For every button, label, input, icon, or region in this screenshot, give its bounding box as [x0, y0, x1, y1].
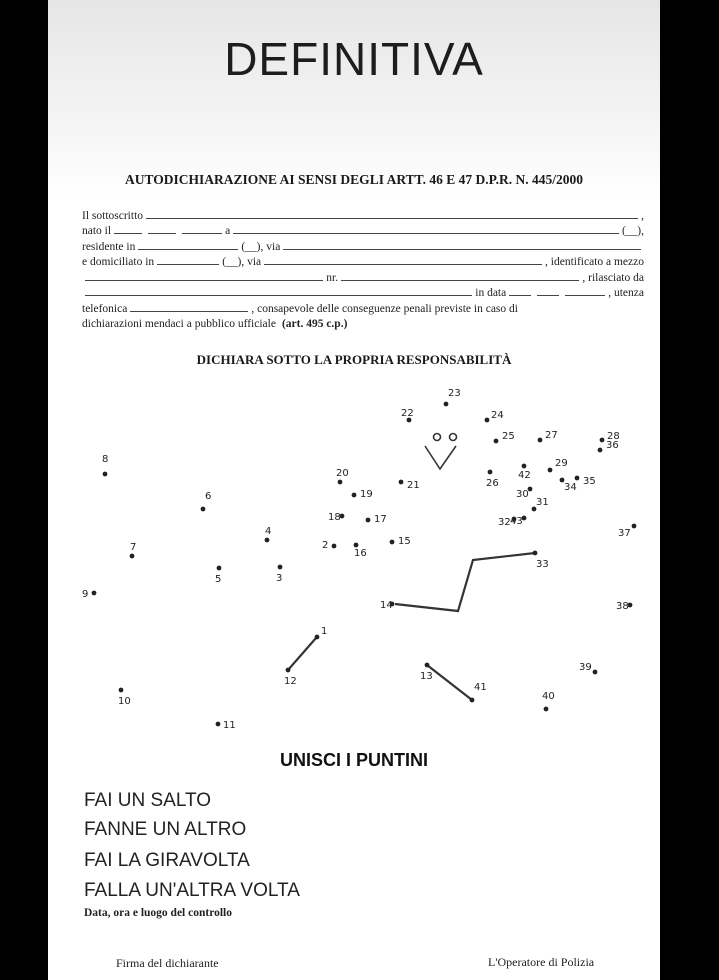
dot-19 [352, 493, 357, 498]
dot-label-40: 40 [542, 691, 555, 702]
dot-label-17: 17 [374, 514, 387, 525]
label-domiciliato: e domiciliato in [82, 256, 155, 268]
drawn-line-13-41 [427, 665, 472, 700]
dot-20 [338, 480, 343, 485]
date-place-label: Data, ora e luogo del controllo [84, 907, 232, 919]
dot-35 [575, 476, 580, 481]
dot-label-18: 18 [328, 512, 341, 523]
dot-label-22: 22 [401, 408, 414, 419]
dot-17 [366, 518, 371, 523]
dot-28 [600, 438, 605, 443]
dot-15 [390, 540, 395, 545]
dot-24 [485, 418, 490, 423]
form-row-phone: telefonica , consapevole delle conseguenze penali previste in caso di [82, 302, 518, 315]
dot-label-10: 10 [118, 696, 131, 707]
dot-7 [130, 554, 135, 559]
dot-label-28: 28 [607, 431, 620, 442]
dot-label-9: 9 [82, 589, 89, 600]
dot-label-23: 23 [448, 388, 461, 399]
dot-36 [598, 448, 603, 453]
form-row-document: nr. , rilasciato da [82, 268, 644, 284]
dot-27 [538, 438, 543, 443]
label-nato-il: nato il [82, 225, 112, 237]
dot-6 [201, 507, 206, 512]
dot-8 [103, 472, 108, 477]
dot-label-8: 8 [102, 454, 109, 465]
dot-10 [119, 688, 124, 693]
label-nr: nr. [326, 271, 339, 284]
dot-label-11: 11 [223, 720, 236, 731]
form-row-issue: in data , utenza [82, 284, 644, 300]
dot-label-35: 35 [583, 476, 596, 487]
dot-37 [632, 524, 637, 529]
dot-label-7: 7 [130, 542, 137, 553]
dot-23 [444, 402, 449, 407]
dots-layer [82, 388, 636, 731]
drawn-line-14-33 [395, 553, 535, 611]
dot-29 [548, 468, 553, 473]
dot-label-6: 6 [205, 491, 212, 502]
label-via-1: via [266, 240, 281, 253]
dot-label-27: 27 [545, 430, 558, 441]
verse-line-2: FANNE UN ALTRO [84, 819, 247, 840]
drawn-line-12-1 [288, 638, 316, 670]
label-telefonica: telefonica [82, 302, 128, 315]
dot-13 [425, 663, 430, 668]
declaration-heading: DICHIARA SOTTO LA PROPRIA RESPONSABILITÀ [196, 352, 512, 367]
label-in-data: in data [475, 287, 507, 299]
dot-label-16: 16 [354, 548, 367, 559]
label-consapevole: consapevole delle conseguenze penali previste in caso di [257, 302, 518, 315]
dot-2 [332, 544, 337, 549]
form-row-birth: nato il a (__), [82, 225, 644, 237]
dot-label-29: 29 [555, 458, 568, 469]
dot-40 [544, 707, 549, 712]
dot-label-3: 3 [276, 573, 283, 584]
dot-label-1: 1 [321, 626, 328, 637]
dot-26 [488, 470, 493, 475]
dot-label-38: 38 [616, 601, 629, 612]
dot-label-24: 24 [491, 410, 504, 421]
unisci-heading: UNISCI I PUNTINI [279, 750, 428, 770]
verse-line-4: FALLA UN'ALTRA VOLTA [84, 880, 300, 901]
dot-label-32: 32 [498, 517, 511, 528]
label-residente: residente in [82, 240, 136, 253]
dot-5 [217, 566, 222, 571]
verse-line-3: FAI LA GIRAVOLTA [84, 850, 250, 871]
dot-label-13: 13 [420, 671, 433, 682]
dot-label-43: 43 [510, 516, 523, 527]
label-sottoscritto: Il sottoscritto [82, 209, 144, 222]
dot-label-20: 20 [336, 468, 349, 479]
headline: DEFINITIVA [224, 33, 484, 85]
dot-label-30: 30 [516, 489, 529, 500]
dot-label-15: 15 [398, 536, 411, 547]
dot-label-31: 31 [536, 497, 549, 508]
signature-declarant-label: Firma del dichiarante [116, 956, 219, 970]
dot-42 [522, 464, 527, 469]
document-title: AUTODICHIARAZIONE AI SENSI DEGLI ARTT. 46 E 47 D.P.R. N. 445/2000 [125, 172, 583, 187]
dot-label-41: 41 [474, 682, 487, 693]
dot-label-26: 26 [486, 478, 499, 489]
dot-4 [265, 538, 270, 543]
dot-label-19: 19 [360, 489, 373, 500]
dot-39 [593, 670, 598, 675]
dot-label-21: 21 [407, 480, 420, 491]
dot-label-34: 34 [564, 482, 577, 493]
dot-label-4: 4 [265, 526, 272, 537]
dot-label-39: 39 [579, 662, 592, 673]
signature-officer-label: L'Operatore di Polizia [488, 955, 595, 969]
label-dichiarazioni: dichiarazioni mendaci a pubblico ufficiale [82, 318, 276, 330]
dot-9 [92, 591, 97, 596]
label-a: a [225, 225, 231, 237]
dot-41 [470, 698, 475, 703]
dot-11 [216, 722, 221, 727]
label-utenza: utenza [613, 287, 644, 299]
dot-3 [278, 565, 283, 570]
dot-21 [399, 480, 404, 485]
dot-label-14: 14 [380, 600, 393, 611]
document-sheet [48, 0, 660, 980]
dot-label-5: 5 [215, 574, 222, 585]
dot-16 [354, 543, 359, 548]
dot-25 [494, 439, 499, 444]
label-art-495: (art. 495 c.p.) [281, 318, 348, 330]
label-identificato: identificato a mezzo [550, 256, 644, 268]
verse-line-1: FAI UN SALTO [84, 790, 212, 811]
form-row-name: Il sottoscritto , [82, 209, 644, 222]
face-doodle [425, 434, 457, 470]
dot-label-33: 33 [536, 559, 549, 570]
dot-label-25: 25 [502, 431, 515, 442]
form-row-domicile: e domiciliato in (__), via , identificato a mezzo [82, 256, 644, 268]
dot-label-2: 2 [322, 540, 329, 551]
form-row-residence: residente in (__), via [82, 237, 644, 253]
dot-label-36: 36 [606, 440, 619, 451]
dot-label-42: 42 [518, 470, 531, 481]
dot-12 [286, 668, 291, 673]
dot-label-12: 12 [284, 676, 297, 687]
label-via-2: via [247, 256, 262, 268]
label-rilasciato: rilasciato da [588, 271, 644, 284]
dot-label-37: 37 [618, 528, 631, 539]
dot-33 [533, 551, 538, 556]
dot-1 [315, 635, 320, 640]
